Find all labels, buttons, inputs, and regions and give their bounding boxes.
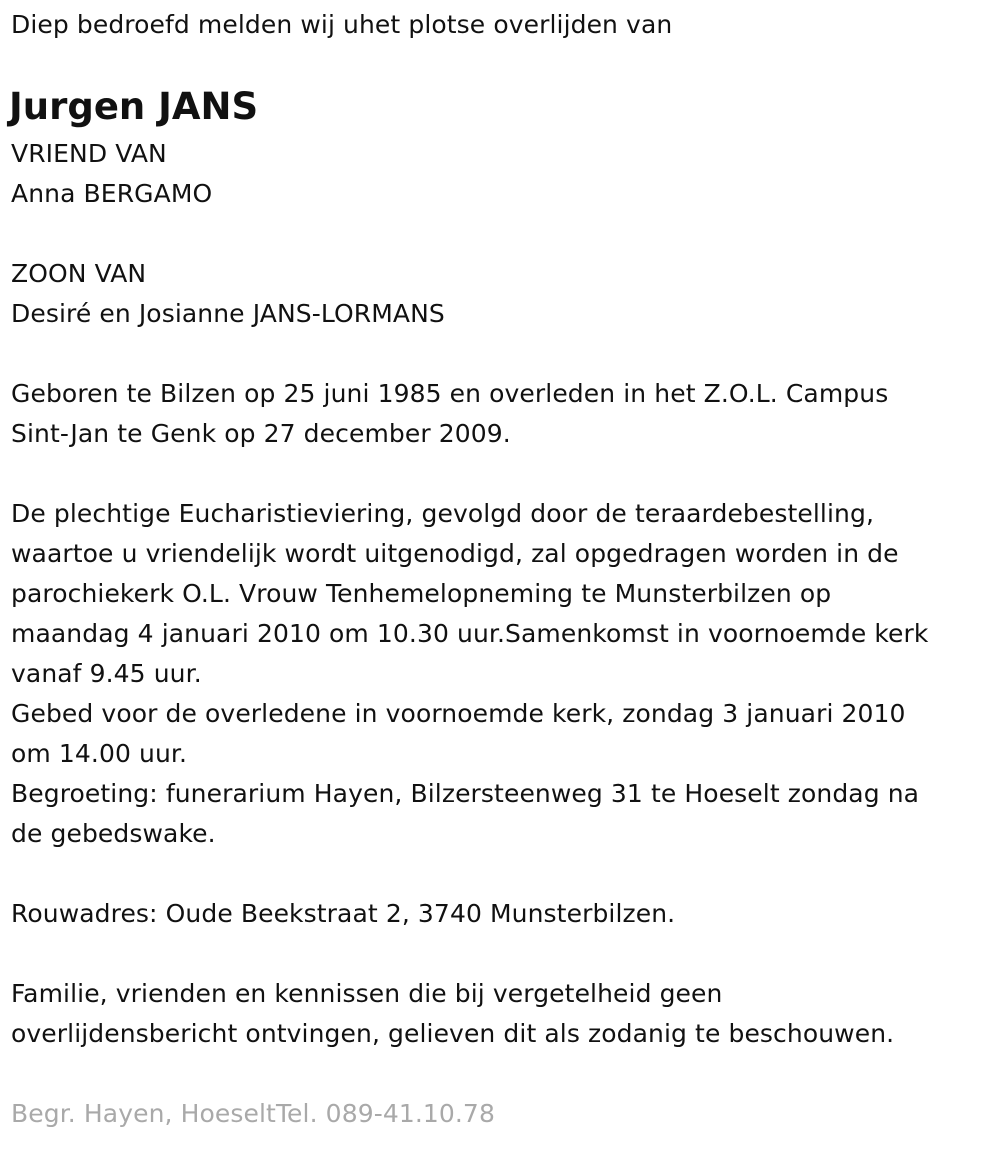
funeral-home-footer: Begr. Hayen, HoeseltTel. 089-41.10.78 [11,1099,495,1128]
friend-name: Anna BERGAMO [11,179,213,208]
family-note-paragraph [11,974,894,1054]
friend-label: VRIEND VAN [11,139,167,168]
paragraph-line: vanaf 9.45 uur. [11,659,202,688]
intro-text: Diep bedroefd melden wij uhet plotse overlijden van [11,10,673,39]
paragraph-line: maandag 4 januari 2010 om 10.30 uur.Samenkomst in voornoemde kerk [11,619,929,648]
paragraph-line: Geboren te Bilzen op 25 juni 1985 en overleden in het Z.O.L. Campus [11,379,889,408]
paragraph-line: Begroeting: funerarium Hayen, Bilzersteenweg 31 te Hoeselt zondag na [11,779,920,808]
paragraph-line: waartoe u vriendelijk wordt uitgenodigd, zal opgedragen worden in de [11,539,899,568]
mourning-address-section [11,894,675,934]
mourning-address: Rouwadres: Oude Beekstraat 2, 3740 Munsterbilzen. [11,899,676,928]
son-label: ZOON VAN [11,259,147,288]
paragraph-line: Gebed voor de overledene in voornoemde kerk, zondag 3 januari 2010 [11,699,906,728]
paragraph-line: Sint-Jan te Genk op 27 december 2009. [11,419,511,448]
paragraph-line: De plechtige Eucharistieviering, gevolgd door de teraardebestelling, [11,499,874,528]
paragraph-line: overlijdensbericht ontvingen, gelieven dit als zodanig te beschouwen. [11,1019,895,1048]
paragraph-line: Familie, vrienden en kennissen die bij vergetelheid geen [11,979,723,1008]
paragraph-line: om 14.00 uur. [11,739,188,768]
footer-section [11,1094,495,1134]
birth-death-paragraph [11,374,888,454]
paragraph-line: de gebedswake. [11,819,216,848]
ceremony-paragraph [11,494,928,854]
deceased-name: Jurgen JANS [9,85,259,128]
parents-names: Desiré en Josianne JANS-LORMANS [11,299,445,328]
friend-section [11,134,212,214]
parents-section [11,254,445,334]
paragraph-line: parochiekerk O.L. Vrouw Tenhemelopneming te Munsterbilzen op [11,579,832,608]
